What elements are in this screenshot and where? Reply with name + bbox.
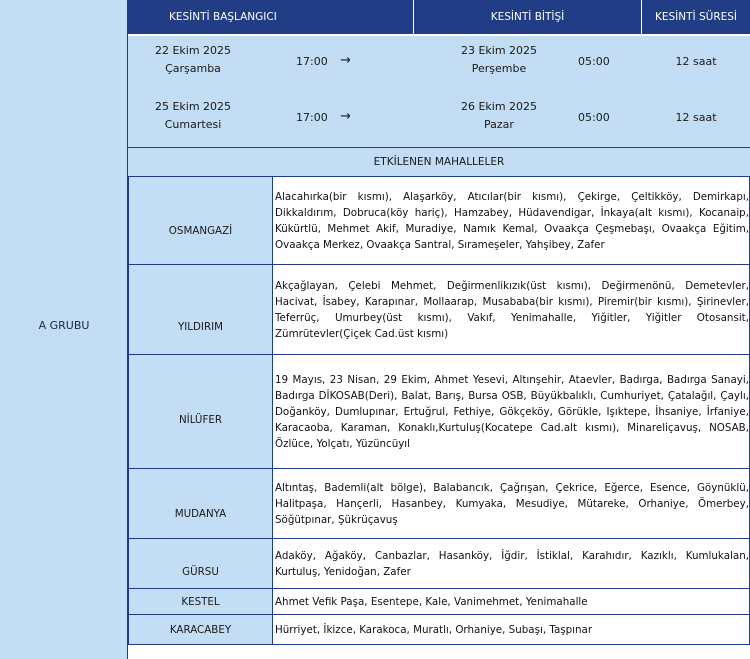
table-row [129, 539, 750, 589]
start-date-cell [128, 98, 258, 134]
end-day: Perşembe [471, 62, 527, 75]
table-row [129, 589, 750, 615]
districts-table [128, 176, 750, 645]
header-start: KESİNTİ BAŞLANGICI [128, 0, 414, 34]
group-column [0, 0, 128, 659]
arrow-icon: → [340, 53, 351, 68]
district-areas: Ahmet Vefik Paşa, Esentepe, Kale, Vanimehmet, Yenimahalle [273, 589, 750, 615]
start-time: 17:00 [296, 55, 328, 68]
end-date: 26 Ekim 2025 [460, 100, 538, 113]
district-name: MUDANYA [129, 469, 273, 539]
end-time: 05:00 [578, 55, 610, 68]
table-row [129, 265, 750, 355]
district-areas: Adaköy, Ağaköy, Canbazlar, Hasanköy, İğdir, İstiklal, Karahıdır, Kazıklı, Kumlukalan, Kurtuluş, Yenidoğan, Zafer [273, 539, 750, 589]
start-date: 25 Ekim 2025 [154, 100, 232, 113]
timing-row [128, 92, 750, 148]
schedule-table [128, 0, 750, 659]
start-time: 17:00 [296, 111, 328, 124]
district-name: KESTEL [129, 589, 273, 615]
district-areas: 19 Mayıs, 23 Nisan, 29 Ekim, Ahmet Yesevi, Altınşehir, Ataevler, Badırga, Badırga Sanayi, Badırga DİKOSAB(Deri), Balat, Barış, Bursa OSB, Büyükbalıklı, Cumhuriyet, Çatalağıl, Çaylı, Doğanköy, Dumlupınar, Ertuğrul, Fethiye, Gökçeköy, Görükle, Işıktepe, İhsaniye, İrfaniye, Karacaoba, Karaman, Konaklı,Kurtuluş(Kocatepe Cad.alt kısmı), Minareliçavuş, NOSAB, Özlüce, Yolçatı, Yüzüncüyıl [273, 355, 750, 469]
header-duration: KESİNTİ SÜRESİ [642, 0, 750, 34]
start-date-cell [128, 42, 258, 78]
duration: 12 saat [675, 55, 717, 68]
start-day: Cumartesi [164, 118, 222, 131]
end-time: 05:00 [578, 111, 610, 124]
end-date-cell [414, 98, 584, 134]
district-name: OSMANGAZİ [129, 177, 273, 265]
district-areas: Akçağlayan, Çelebi Mehmet, Değirmenlikızık(üst kısmı), Değirmenönü, Demetevler, Hacivat, İsabey, Karapınar, Mollaarap, Musababa(bir kısmı), Piremir(bir kısmı), Şirinevler, Teferrüç, Umurbey(üst kısmı), Vakıf, Yenimahalle, Yiğitler, Yiğitler Otosansit, Zümrütevler(Çiçek Cad.üst kısmı) [273, 265, 750, 355]
start-date: 22 Ekim 2025 [154, 44, 232, 57]
district-name: KARACABEY [129, 615, 273, 645]
end-date-cell [414, 42, 584, 78]
table-row [129, 469, 750, 539]
district-name: GÜRSU [129, 539, 273, 589]
timing-row [128, 36, 750, 92]
district-areas: Hürriyet, İkizce, Karakoca, Muratlı, Orhaniye, Subaşı, Taşpınar [273, 615, 750, 645]
affected-header: ETKİLENEN MAHALLELER [128, 147, 750, 177]
district-name: YILDIRIM [129, 265, 273, 355]
end-date: 23 Ekim 2025 [460, 44, 538, 57]
district-areas: Altıntaş, Bademli(alt bölge), Balabancık, Çağrışan, Çekrice, Eğerce, Esence, Göynüklü, Halitpaşa, Hançerli, Hasanbey, Kumyaka, Mesudiye, Mütareke, Orhaniye, Ömerbey, Söğütpınar, Şükrüçavuş [273, 469, 750, 539]
end-day: Pazar [484, 118, 514, 131]
arrow-icon: → [340, 109, 351, 124]
table-row [129, 177, 750, 265]
header-end: KESİNTİ BİTİŞİ [414, 0, 642, 34]
district-areas: Alacahırka(bir kısmı), Alaşarköy, Atıcılar(bir kısmı), Çekirge, Çeltikköy, Demirkapı, Dikkaldırım, Dobruca(köy hariç), Hamzabey, Hüdavendigar, İnkaya(alt kısmı), Kocanaip, Kükürtlü, Mehmet Akif, Muradiye, Namık Kemal, Ovaakça Çeşmebaşı, Ovaakça Eğitim, Ovaakça Merkez, Ovaakça Santral, Sırameşeler, Yahşibey, Zafer [273, 177, 750, 265]
duration: 12 saat [675, 111, 717, 124]
start-day: Çarşamba [165, 62, 221, 75]
district-name: NİLÜFER [129, 355, 273, 469]
group-label: A GRUBU [38, 319, 90, 332]
table-row [129, 615, 750, 645]
table-row [129, 355, 750, 469]
